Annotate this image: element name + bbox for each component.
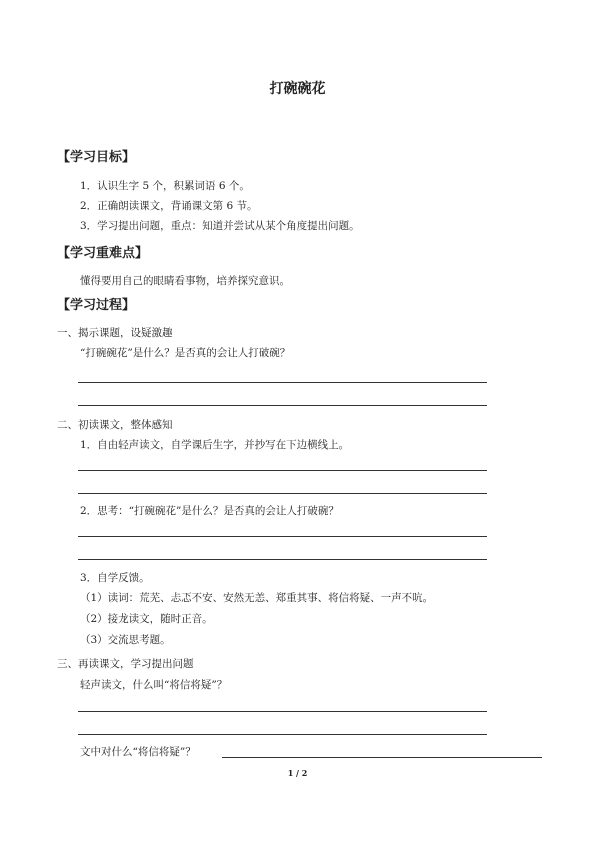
answer-line[interactable] [222,757,542,758]
part3-heading: 三、再读课文，学习提出问题 [57,658,194,670]
answer-line[interactable] [78,405,487,406]
part1-question: “打碗碗花”是什么？是否真的会让人打破碗？ [80,347,291,359]
part2-item-1: 1．自由轻声读文，自学课后生字，并抄写在下边横线上。 [80,439,350,451]
section-heading-key-points: 【学习重难点】 [57,246,149,261]
part3-item-2: 文中对什么“将信将疑”？ [80,746,196,758]
page-title: 打碗碗花 [269,81,326,97]
part2-item-2: 2．思考：“打碗碗花”是什么？是否真的会让人打破碗？ [80,505,339,517]
answer-line[interactable] [78,559,487,560]
part2-item-3: 3．自学反馈。 [80,572,150,584]
section-heading-goals: 【学习目标】 [57,150,136,165]
part2-sub-3: （3）交流思考题。 [80,634,171,646]
part2-sub-2: （2）接龙读文，随时正音。 [80,613,213,625]
goal-item-2: 2．正确朗读课文，背诵课文第 6 节。 [80,200,258,212]
answer-line[interactable] [78,711,487,712]
part2-sub-1: （1）读词：荒芜、忐忑不安、安然无恙、郑重其事、将信将疑、一声不吭。 [80,592,434,604]
answer-line[interactable] [78,470,487,471]
key-points-text: 懂得要用自己的眼睛看事物，培养探究意识。 [80,275,290,287]
answer-line[interactable] [78,536,487,537]
answer-line[interactable] [78,382,487,383]
page-number: 1 / 2 [287,768,308,778]
goal-item-1: 1．认识生字 5 个，积累词语 6 个。 [80,180,250,192]
answer-line[interactable] [78,493,487,494]
part3-item-1: 轻声读文，什么叫“将信将疑”？ [80,679,228,691]
part1-heading: 一、揭示课题，设疑激趣 [57,327,173,339]
goal-item-3: 3．学习提出问题，重点：知道并尝试从某个角度提出问题。 [80,220,360,232]
section-heading-process: 【学习过程】 [57,298,136,313]
part2-heading: 二、初读课文，整体感知 [57,419,173,431]
answer-line[interactable] [78,734,487,735]
